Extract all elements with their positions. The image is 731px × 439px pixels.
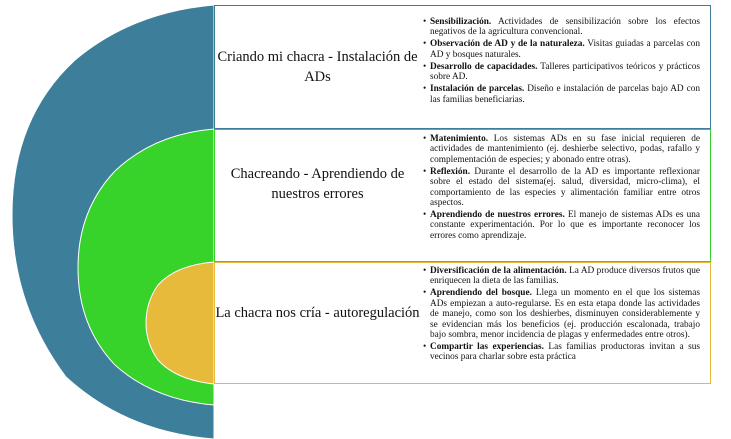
item-heading: Aprendiendo de nuestros errores. — [430, 210, 565, 221]
item-heading: Instalación de parcelas. — [430, 84, 525, 95]
bullet-icon: • — [423, 84, 427, 95]
bullet-icon: • — [423, 210, 427, 221]
stage-panel-autoregulacion — [214, 262, 711, 384]
bullet-icon: • — [423, 17, 427, 27]
list-item — [423, 134, 700, 165]
bullet-icon: • — [423, 288, 427, 299]
item-heading: Aprendiendo del bosque. — [430, 288, 532, 299]
stage-title: Criando mi chacra - Instalación de ADs — [217, 49, 418, 85]
list-item — [423, 84, 700, 105]
list-item — [423, 62, 700, 83]
item-text: Talleres participativos teóricos y prácticos sobre AD. — [430, 61, 701, 83]
list-item — [423, 167, 700, 209]
bullet-icon: • — [423, 266, 427, 276]
bullet-icon: • — [423, 39, 427, 50]
stage-item-list — [423, 17, 700, 107]
item-heading: Diversificación de la alimentación. — [430, 266, 567, 276]
item-heading: Reflexión. — [430, 166, 471, 177]
item-heading: Desarrollo de capacidades. — [430, 61, 538, 72]
item-text: Los sistemas ADs en su fase inicial requieren de actividades de mantenimiento (ej. deshierbe selectivo, podas, rafallo y complementación de especies; y abonado entre otras). — [430, 134, 700, 165]
item-text: Llega un momento en el que los sistemas ADs empiezan a auto-regularse. Es en esta etapa donde las actividades de manejo, como son los deshierbes, disminuyen considerablemente y se evidencian más los beneficios (ej. producción escalonada, trabajo bajo sombra, menor incidencia de plagas y enfermedades entre otros). — [430, 288, 700, 341]
item-text: Actividades de sensibilización sobre los efectos negativos de la agricultura convencional. — [430, 17, 700, 38]
stage-item-list — [423, 266, 700, 364]
item-heading: Matenimiento. — [430, 134, 489, 144]
item-text: Las familias productoras invitan a sus vecinos para charlar sobre esta práctica — [430, 342, 700, 363]
item-text: Visitas guiadas a parcelas con AD y bosques naturales. — [430, 39, 700, 60]
item-text: La AD produce diversos frutos que enriquecen la dieta de las familias. — [430, 266, 700, 287]
item-heading: Compartir las experiencias. — [430, 342, 544, 353]
item-text: El manejo de sistemas ADs es una constante experimentación. Por lo que es importante reconocer los errores como aprendizaje. — [430, 210, 700, 241]
bullet-icon: • — [423, 61, 427, 72]
bullet-icon: • — [423, 134, 427, 144]
item-heading: Sensibilización. — [430, 17, 492, 27]
list-item — [423, 288, 700, 340]
stage-title: La chacra nos cría - autoregulación — [215, 305, 420, 321]
list-item — [423, 342, 700, 363]
bullet-icon: • — [423, 166, 427, 177]
list-item — [423, 266, 700, 287]
stage-item-list — [423, 134, 700, 243]
stage-panel-instalacion — [214, 5, 711, 129]
bullet-icon: • — [423, 342, 427, 353]
list-item — [423, 210, 700, 241]
stage-panel-chacreando — [214, 129, 711, 262]
item-text: Durante el desarrollo de la AD es importante reflexionar sobre el estado del sistema(ej. salud, diversidad, micro-clima), el comportamiento de las especies y alimentación familiar entre otros aspectos. — [430, 166, 700, 209]
item-heading: Observación de AD y de la naturaleza. — [430, 39, 585, 50]
list-item — [423, 17, 700, 38]
stage-title: Chacreando - Aprendiendo de nuestros errores — [230, 166, 405, 202]
list-item — [423, 39, 700, 60]
item-text: Diseño e instalación de parcelas bajo AD con las familias beneficiarias. — [430, 84, 700, 105]
